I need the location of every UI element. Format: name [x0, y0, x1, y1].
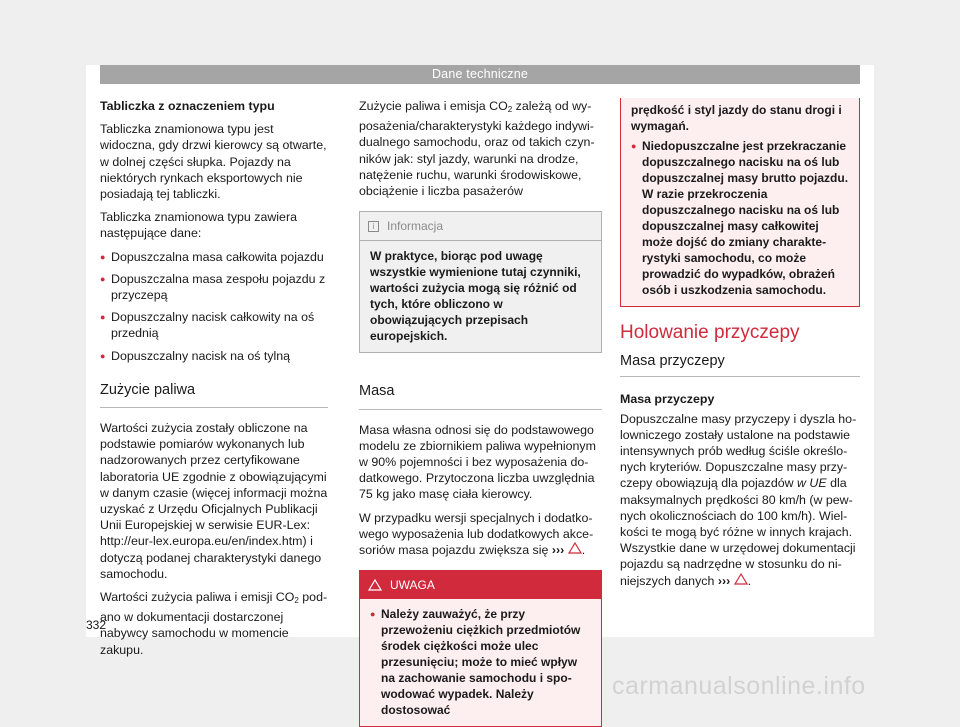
list-item: ● Dopuszczalny nacisk na oś tylną	[100, 348, 328, 364]
column-left	[100, 98, 328, 665]
warning-triangle-icon	[734, 573, 748, 585]
info-text: W praktyce, biorąc pod uwagę wszystkie wymienione tutaj czynniki, wartości zużycia mogą się różnić od tych, które obliczono w obowiązujących przepisach europejskich.	[370, 249, 581, 344]
cross-reference-link[interactable]: ›››	[551, 543, 565, 558]
type-plate-heading: Tabliczka z oznaczeniem typu	[100, 99, 275, 113]
warning-triangle-icon	[368, 579, 382, 591]
type-plate-paragraph-2: Tabliczka znamionowa typu zawiera następujące dane:	[100, 210, 297, 241]
warning-label: UWAGA	[390, 578, 435, 593]
list-item: ● Dopuszczalny nacisk całkowity na oś przednią	[100, 309, 328, 341]
chapter-header: Dane techniczne	[100, 65, 860, 84]
warning-triangle-icon	[568, 542, 582, 554]
info-icon: i	[368, 221, 379, 232]
warning-box-continued	[620, 98, 860, 307]
info-box	[359, 211, 602, 353]
list-item: ● Dopuszczalna masa zespołu pojazdu z przyczepą	[100, 271, 328, 303]
fuel-paragraph-2: Wartości zużycia paliwa i emisji $CO_2$ podano w dokumentacji dostarczonej nabywcy samochodu w momencie zakupu.	[100, 590, 328, 657]
page-number: 332	[86, 618, 107, 632]
list-item: ● Dopuszczalna masa całkowita pojazdu	[100, 249, 328, 265]
column-middle	[359, 98, 602, 727]
trailer-mass-heading: Masa przyczepy	[620, 392, 715, 407]
warning-continuation: prędkość i styl jazdy do stanu drogi i wymagań.	[631, 103, 842, 133]
mass-paragraph-2: W przypadku wersji specjalnych i dodatkowego wyposażenia lub dodatkowych akcesoriów masa pojazdu zwiększa się ››› .	[359, 510, 594, 558]
column-right	[620, 98, 860, 596]
consumption-paragraph: Zużycie paliwa i emisja $CO_2$ zależą od wyposażenia/charakterystyki każdego indywidualnego samochodu, oraz od takich czynników jak: styl jazdy, warunki na drodze, natężenie ruchu, warunki środowiskowe, obciążenie i liczba pasażerów	[359, 99, 595, 199]
cross-reference-link[interactable]: ›››	[717, 573, 731, 588]
towing-title: Holowanie przyczepy	[620, 322, 800, 343]
mass-paragraph-1: Masa własna odnosi się do podstawowego modelu ze zbiornikiem paliwa wypełnionym w 90% pojemności i bez wyposażenia dodatkowego. Przytoczona liczba uwzględnia 75 kg jako masę ciała kierowcy.	[359, 422, 596, 502]
fuel-consumption-title: Zużycie paliwa	[100, 370, 328, 408]
warning-text: ● Należy zauważyć, że przy przewożeniu ciężkich przedmiotów środek ciężkości może ulec przesunięciu; może to mieć wpływ na zachowanie samochodu i spowodować wypadek. Należy dostosować	[370, 606, 591, 718]
warning-bullet: ● Niedopuszczalne jest przekraczanie dopuszczalnego nacisku na oś lub dopuszczalnej masy brutto pojazdu. W razie przekroczenia dopuszczalnego nacisku na oś lub dopuszczalnej masy całkowitej może dojść do zmiany charakterystyki samochodu, co może prowadzić do wypadków, obrażeń osób i uszkodzenia samochodu.	[631, 138, 849, 298]
mass-title: Masa	[359, 371, 602, 409]
type-plate-paragraph-1: Tabliczka znamionowa typu jest widoczna, gdy drzwi kierowcy są otwarte, w dolnej części słupka. Pojazdy na niektórych rynkach eksportowych nie posiadają tej tabliczki.	[100, 122, 327, 202]
trailer-mass-title: Masa przyczepy	[620, 353, 860, 377]
watermark: carmanualsonline.info	[612, 672, 866, 700]
fuel-paragraph-1: Wartości zużycia zostały obliczone na podstawie pomiarów wykonanych lub nadzorowanych przez certyfikowane laboratoria UE zgodnie z obowiązującymi w danym czasie (więcej informacji można uzyskać z Urzędu Oficjalnych Publikacji Unii Europejskiej w serwisie EUR-Lex: http://eur-lex.europa.eu/en/index.htm) i dotyczą podanej charakterystyki danego samochodu.	[100, 421, 328, 581]
trailer-mass-paragraph: Dopuszczalne masy przyczepy i dyszla holowniczego zostały ustalone na podstawie intensywnych prób według ściśle określonych kryteriów. Dopuszczalne masy przyczepy obowiązują dla pojazdów w UE dla maksymalnych prędkości 80 km/h (w pewnych okolicznościach do 100 km/h). Wielkości te mogą być różne w innych krajach. Wszystkie dane w urzędowej dokumentacji pojazdu są nadrzędne w stosunku do niniejszych danych ››› .	[620, 411, 857, 588]
warning-box	[359, 570, 602, 727]
info-label: Informacja	[387, 219, 444, 234]
